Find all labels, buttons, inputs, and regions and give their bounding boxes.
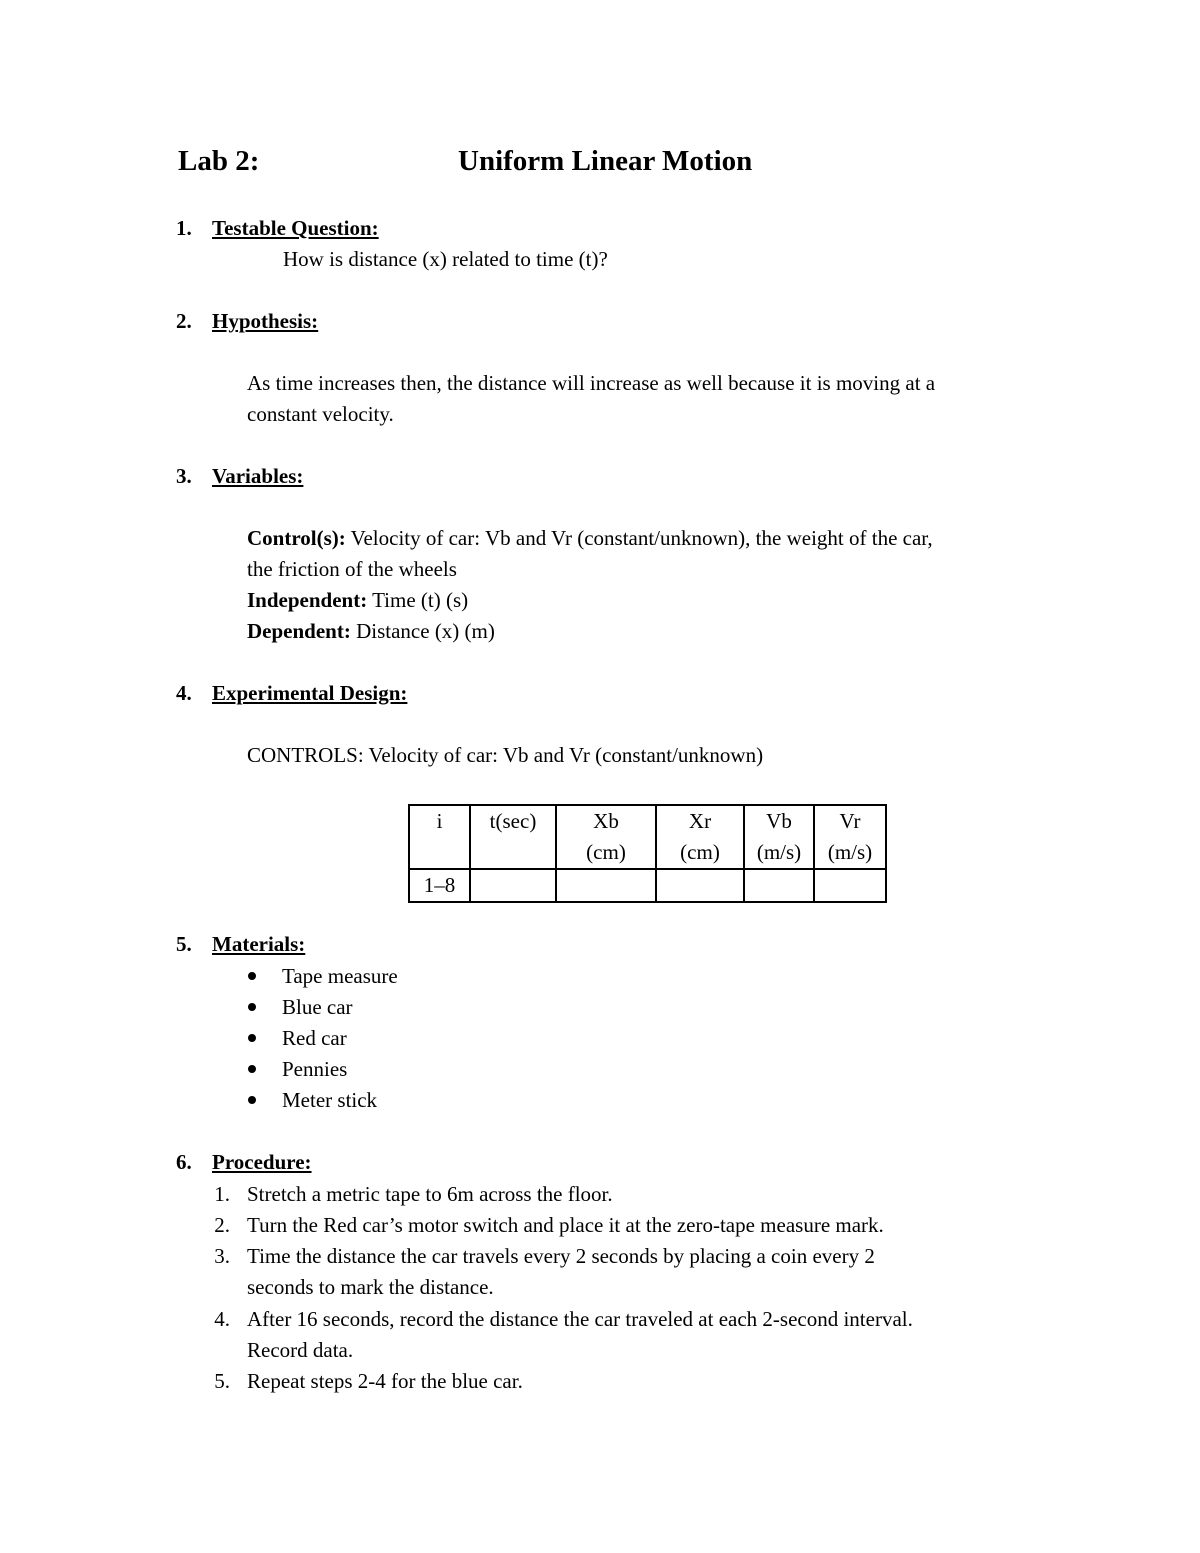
hypothesis-line-2: constant velocity. [247,402,394,426]
hypothesis-line-1: As time increases then, the distance will increase as well because it is moving at a [247,371,936,395]
section-1-heading: Testable Question: [212,216,379,240]
procedure-step-number: 1. [214,1182,230,1206]
procedure-step-cont: Record data. [247,1338,354,1362]
independent-text: Time (t) (s) [367,588,469,612]
materials-item: Red car [282,1026,347,1050]
table-cell [470,869,556,902]
materials-item: Meter stick [282,1088,378,1112]
control-label: Control(s): [247,526,346,550]
table-header-cell: t(sec) [470,805,556,869]
bullet-icon [248,1065,256,1073]
section-3-number: 3. [176,464,192,488]
table-cell [744,869,814,902]
procedure-step: Turn the Red car’s motor switch and place it at the zero-tape measure mark. [247,1213,884,1237]
lab-label: Lab 2: [178,145,260,177]
table-cell: 1–8 [409,869,470,902]
table-header-cell: Vb (m/s) [744,805,814,869]
table-header-cell: Xb (cm) [556,805,656,869]
section-5-number: 5. [176,932,192,956]
control-variables [247,523,933,554]
materials-item: Pennies [282,1057,348,1081]
independent-variable [247,585,468,616]
section-5-heading: Materials: [212,932,306,956]
table-cell [656,869,744,902]
testable-question: How is distance (x) related to time (t)? [283,247,608,271]
data-table [408,804,887,903]
bullet-icon [248,1034,256,1042]
procedure-step-number: 4. [214,1307,230,1331]
section-6-number: 6. [176,1150,192,1174]
independent-label: Independent: [247,588,368,612]
bullet-icon [248,1003,256,1011]
procedure-step-number: 3. [214,1244,230,1268]
procedure-step: After 16 seconds, record the distance the car traveled at each 2-second interval. [247,1307,913,1331]
table-cell [556,869,656,902]
table-header-cell: i [409,805,470,869]
materials-item: Tape measure [282,964,398,988]
dependent-label: Dependent: [247,619,351,643]
section-2-number: 2. [176,309,192,333]
table-row [409,869,886,902]
lab-title: Uniform Linear Motion [458,145,753,177]
procedure-step: Time the distance the car travels every 2 seconds by placing a coin every 2 [247,1244,875,1268]
control-text: Velocity of car: Vb and Vr (constant/unknown), the weight of the car, [345,526,933,550]
procedure-step: Stretch a metric tape to 6m across the floor. [247,1182,613,1206]
section-6-heading: Procedure: [212,1150,312,1174]
table-cell [814,869,886,902]
procedure-step-number: 2. [214,1213,230,1237]
design-controls: CONTROLS: Velocity of car: Vb and Vr (constant/unknown) [247,743,764,767]
table-header-row [409,805,886,869]
control-variables-cont: the friction of the wheels [247,557,457,581]
procedure-step-number: 5. [214,1369,230,1393]
section-3-heading: Variables: [212,464,304,488]
dependent-variable [247,616,495,647]
section-2-heading: Hypothesis: [212,309,319,333]
section-4-heading: Experimental Design: [212,681,408,705]
section-1-number: 1. [176,216,192,240]
procedure-step-cont: seconds to mark the distance. [247,1275,494,1299]
section-4-number: 4. [176,681,192,705]
procedure-step: Repeat steps 2-4 for the blue car. [247,1369,523,1393]
materials-item: Blue car [282,995,353,1019]
bullet-icon [248,972,256,980]
bullet-icon [248,1096,256,1104]
dependent-text: Distance (x) (m) [350,619,495,643]
table-header-cell: Vr (m/s) [814,805,886,869]
table-header-cell: Xr (cm) [656,805,744,869]
